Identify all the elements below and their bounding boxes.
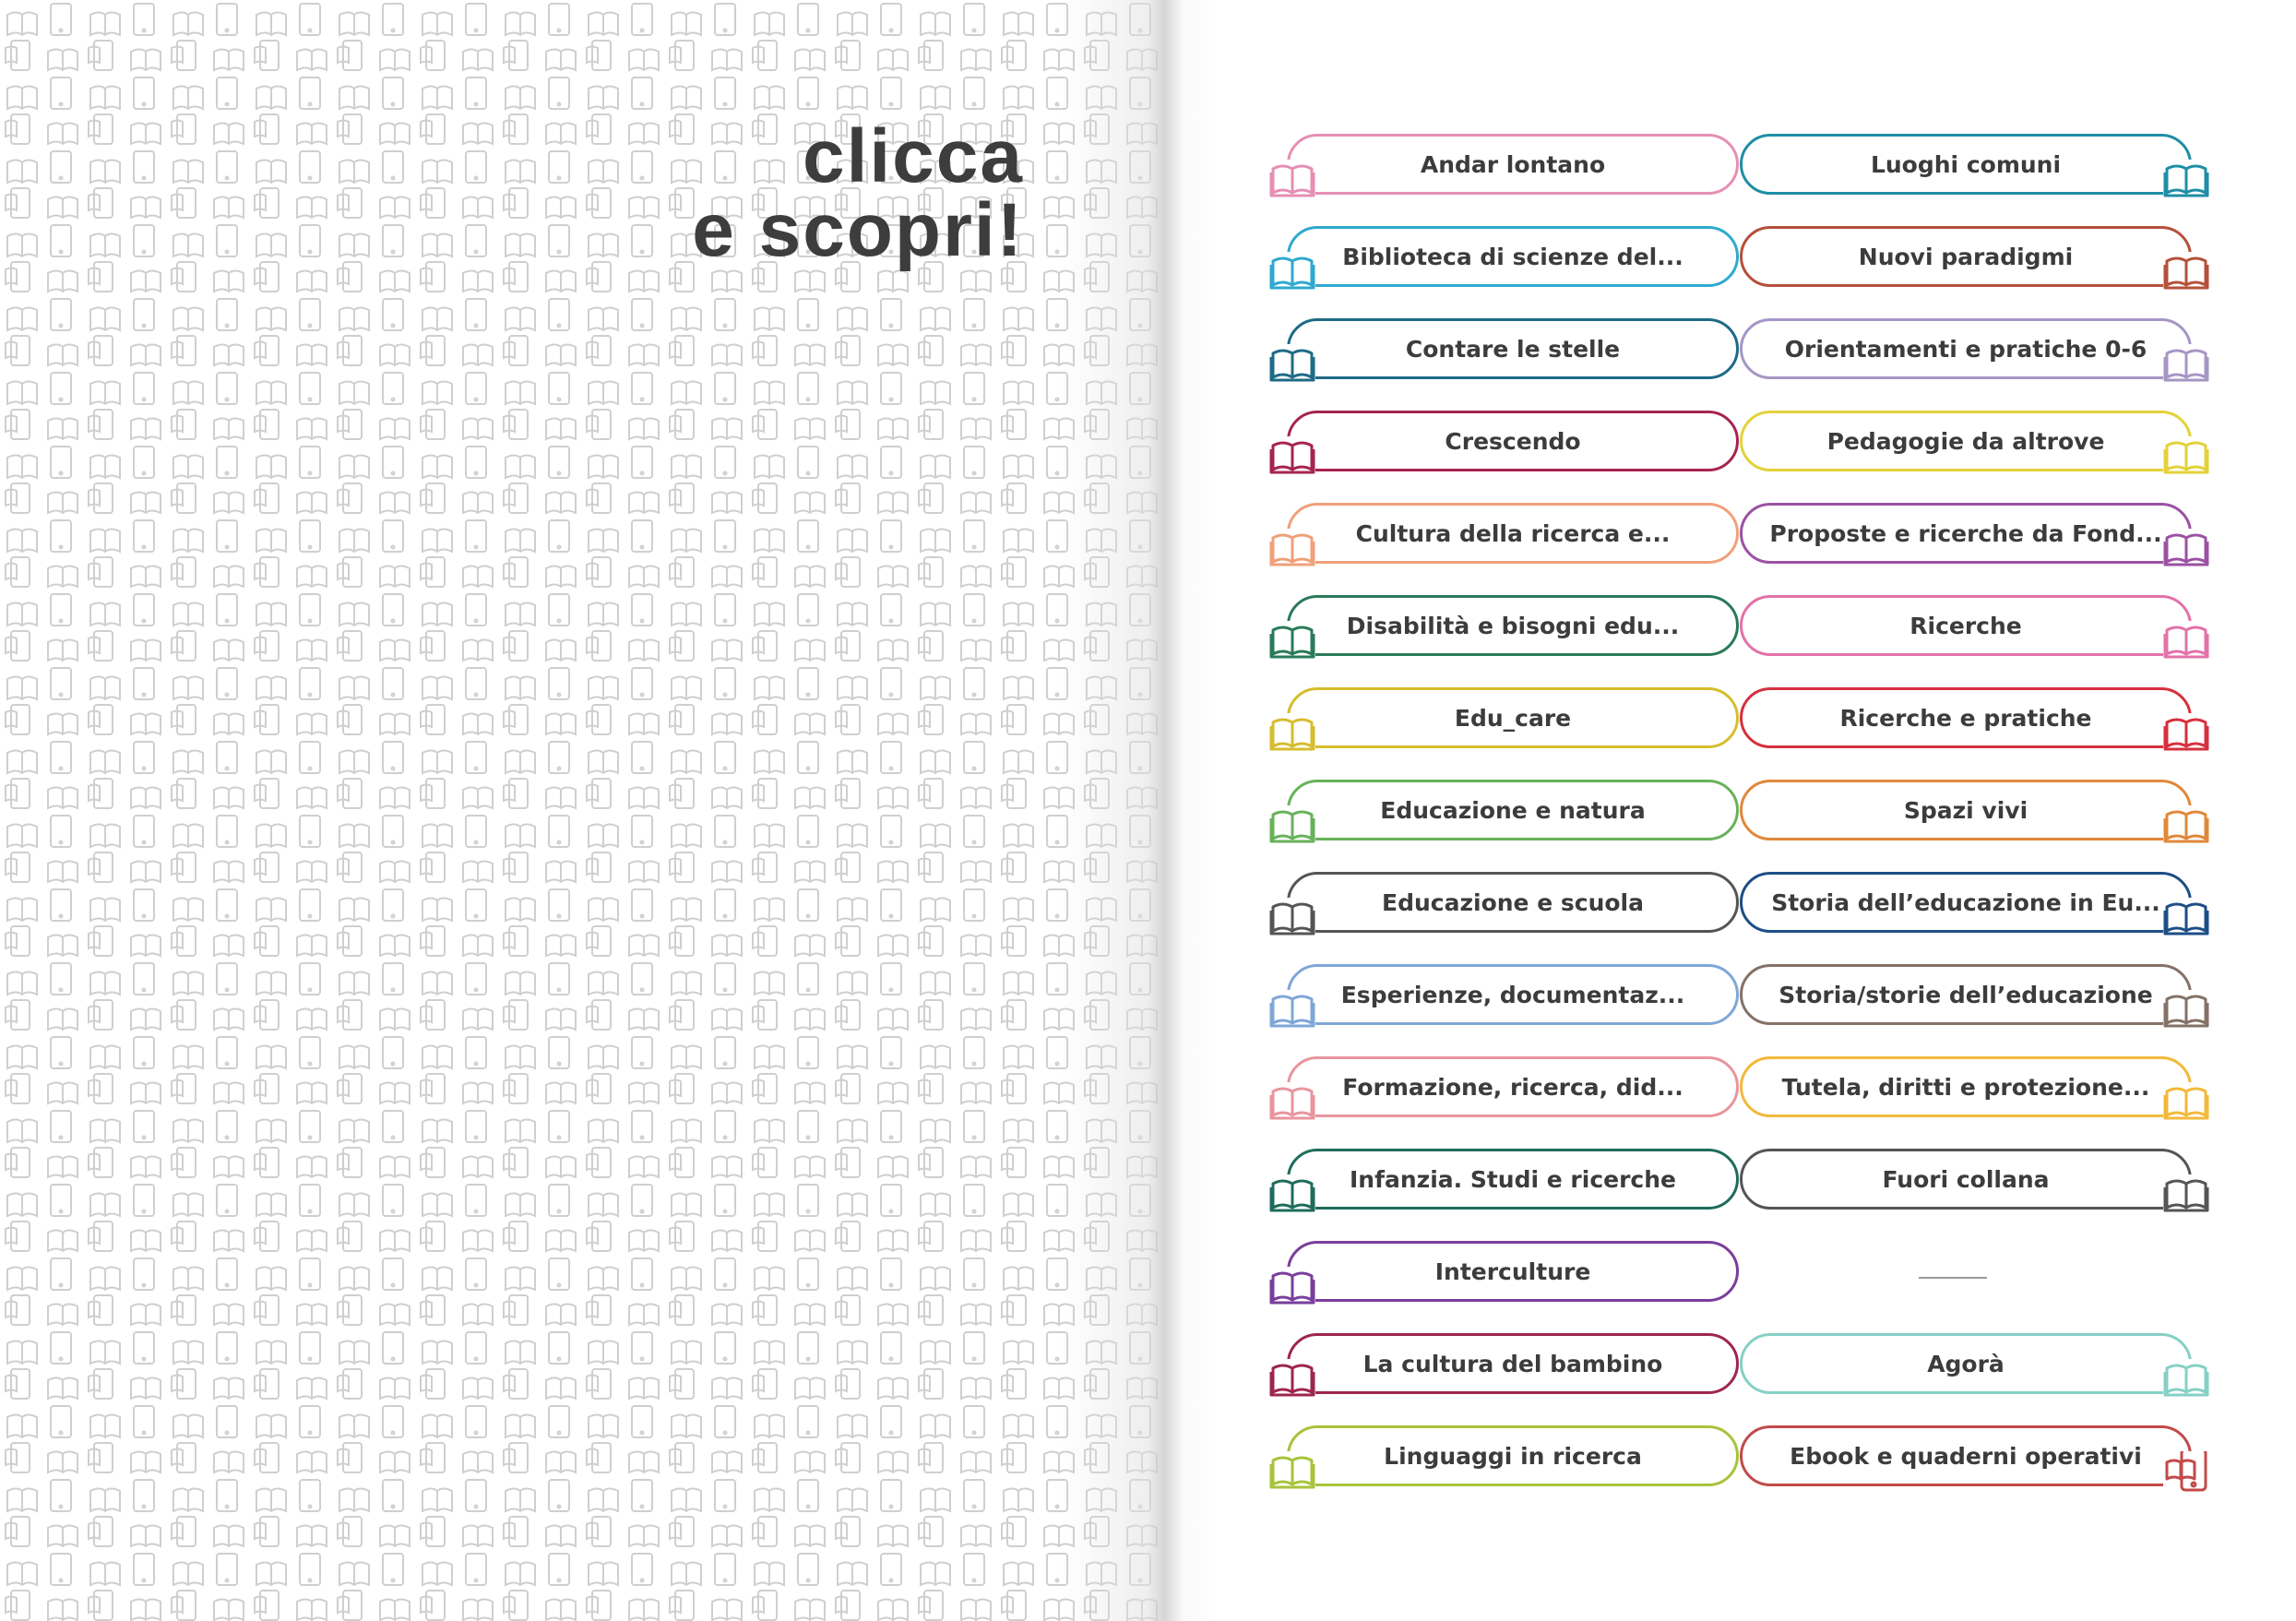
book-icon <box>2163 1082 2209 1123</box>
series-label: Esperienze, documentaz... <box>1340 981 1685 1008</box>
book-icon <box>2163 898 2209 938</box>
book-icon <box>2163 1174 2209 1215</box>
series-button-spazi-vivi[interactable] <box>1740 780 2192 840</box>
series-button-ebook-quaderni[interactable] <box>1740 1425 2192 1486</box>
book-icon <box>1269 713 1315 754</box>
series-button-contare-le-stelle[interactable] <box>1287 318 1739 379</box>
series-label: Proposte e ricerche da Fond... <box>1769 519 2162 547</box>
series-button-infanzia[interactable] <box>1287 1149 1739 1210</box>
book-icon <box>2163 436 2209 477</box>
headline-line-2: e scopri! <box>692 188 1024 272</box>
series-label: Formazione, ricerca, did... <box>1342 1073 1683 1101</box>
book-icon <box>1269 898 1315 938</box>
book-icon <box>1269 252 1315 292</box>
book-icon <box>2163 805 2209 846</box>
series-button-fuori-collana[interactable] <box>1740 1149 2192 1210</box>
series-button-educazione-e-natura[interactable] <box>1287 780 1739 840</box>
series-label: Edu_care <box>1454 704 1572 732</box>
series-button-la-cultura-del-bambino[interactable] <box>1287 1333 1739 1394</box>
series-label: Crescendo <box>1445 427 1581 455</box>
book-icon <box>1269 805 1315 846</box>
series-label: Infanzia. Studi e ricerche <box>1350 1165 1676 1193</box>
series-label: Cultura della ricerca e... <box>1355 519 1671 547</box>
book-icon <box>1269 1082 1315 1123</box>
series-button-disabilita[interactable] <box>1287 595 1739 656</box>
series-label: Educazione e scuola <box>1382 888 1644 916</box>
series-button-ricerche-e-pratiche[interactable] <box>1740 687 2192 748</box>
series-button-andar-lontano[interactable] <box>1287 134 1739 195</box>
book-icon <box>1269 436 1315 477</box>
series-button-crescendo[interactable] <box>1287 411 1739 471</box>
series-button-proposte-e-ricerche[interactable] <box>1740 503 2192 564</box>
series-label: Storia dell’educazione in Eu... <box>1771 888 2160 916</box>
series-label: La cultura del bambino <box>1362 1350 1663 1377</box>
series-label: Disabilità e bisogni edu... <box>1346 612 1680 639</box>
series-label: Agorà <box>1927 1350 2005 1377</box>
series-label: Nuovi paradigmi <box>1858 243 2074 270</box>
series-button-storia-educazione-europa[interactable] <box>1740 872 2192 933</box>
book-icon <box>2163 990 2209 1031</box>
series-label: Educazione e natura <box>1380 796 1646 824</box>
book-icon <box>1269 344 1315 385</box>
series-button-biblioteca-di-scienze[interactable] <box>1287 226 1739 287</box>
series-button-storia-storie[interactable] <box>1740 964 2192 1025</box>
series-button-pedagogie-da-altrove[interactable] <box>1740 411 2192 471</box>
series-label: Storia/storie dell’educazione <box>1779 981 2153 1008</box>
section-divider <box>1919 1277 1987 1279</box>
book-icon <box>1269 529 1315 569</box>
book-icon <box>2163 713 2209 754</box>
book-icon <box>1269 1267 1315 1307</box>
book-icon <box>1269 621 1315 662</box>
series-label: Tutela, diritti e protezione... <box>1781 1073 2150 1101</box>
series-label: Orientamenti e pratiche 0-6 <box>1784 335 2147 363</box>
series-label: Ebook e quaderni operativi <box>1790 1442 2142 1470</box>
book-icon <box>1269 1451 1315 1492</box>
series-label: Contare le stelle <box>1405 335 1621 363</box>
series-button-interculture[interactable] <box>1287 1241 1739 1302</box>
book-icon <box>1269 990 1315 1031</box>
book-icon <box>2163 529 2209 569</box>
book-icon <box>2163 344 2209 385</box>
series-label: Ricerche <box>1909 612 2022 639</box>
series-button-linguaggi-in-ricerca[interactable] <box>1287 1425 1739 1486</box>
tablet-book-icon <box>2163 1451 2209 1492</box>
series-button-edu-care[interactable] <box>1287 687 1739 748</box>
series-label: Linguaggi in ricerca <box>1384 1442 1642 1470</box>
series-button-ricerche[interactable] <box>1740 595 2192 656</box>
series-button-luoghi-comuni[interactable] <box>1740 134 2192 195</box>
headline-line-1: clicca <box>803 114 1024 198</box>
series-button-nuovi-paradigmi[interactable] <box>1740 226 2192 287</box>
book-icon <box>2163 160 2209 200</box>
series-button-agora[interactable] <box>1740 1333 2192 1394</box>
series-label: Luoghi comuni <box>1870 150 2062 178</box>
headline <box>646 114 1024 272</box>
series-label: Andar lontano <box>1420 150 1606 178</box>
series-button-formazione[interactable] <box>1287 1056 1739 1117</box>
series-label: Fuori collana <box>1882 1165 2050 1193</box>
series-label: Pedagogie da altrove <box>1826 427 2105 455</box>
series-button-esperienze[interactable] <box>1287 964 1739 1025</box>
series-button-cultura-della-ricerca[interactable] <box>1287 503 1739 564</box>
book-icon <box>1269 160 1315 200</box>
series-label: Spazi vivi <box>1903 796 2028 824</box>
book-icon <box>1269 1174 1315 1215</box>
book-icon <box>2163 252 2209 292</box>
series-button-educazione-e-scuola[interactable] <box>1287 872 1739 933</box>
book-icon <box>2163 621 2209 662</box>
series-label: Biblioteca di scienze del... <box>1342 243 1683 270</box>
series-button-tutela-diritti[interactable] <box>1740 1056 2192 1117</box>
series-label: Interculture <box>1434 1257 1591 1285</box>
book-icon <box>2163 1359 2209 1400</box>
book-icon <box>1269 1359 1315 1400</box>
page-fold-shadow <box>1061 0 1218 1621</box>
series-label: Ricerche e pratiche <box>1839 704 2092 732</box>
series-button-orientamenti[interactable] <box>1740 318 2192 379</box>
